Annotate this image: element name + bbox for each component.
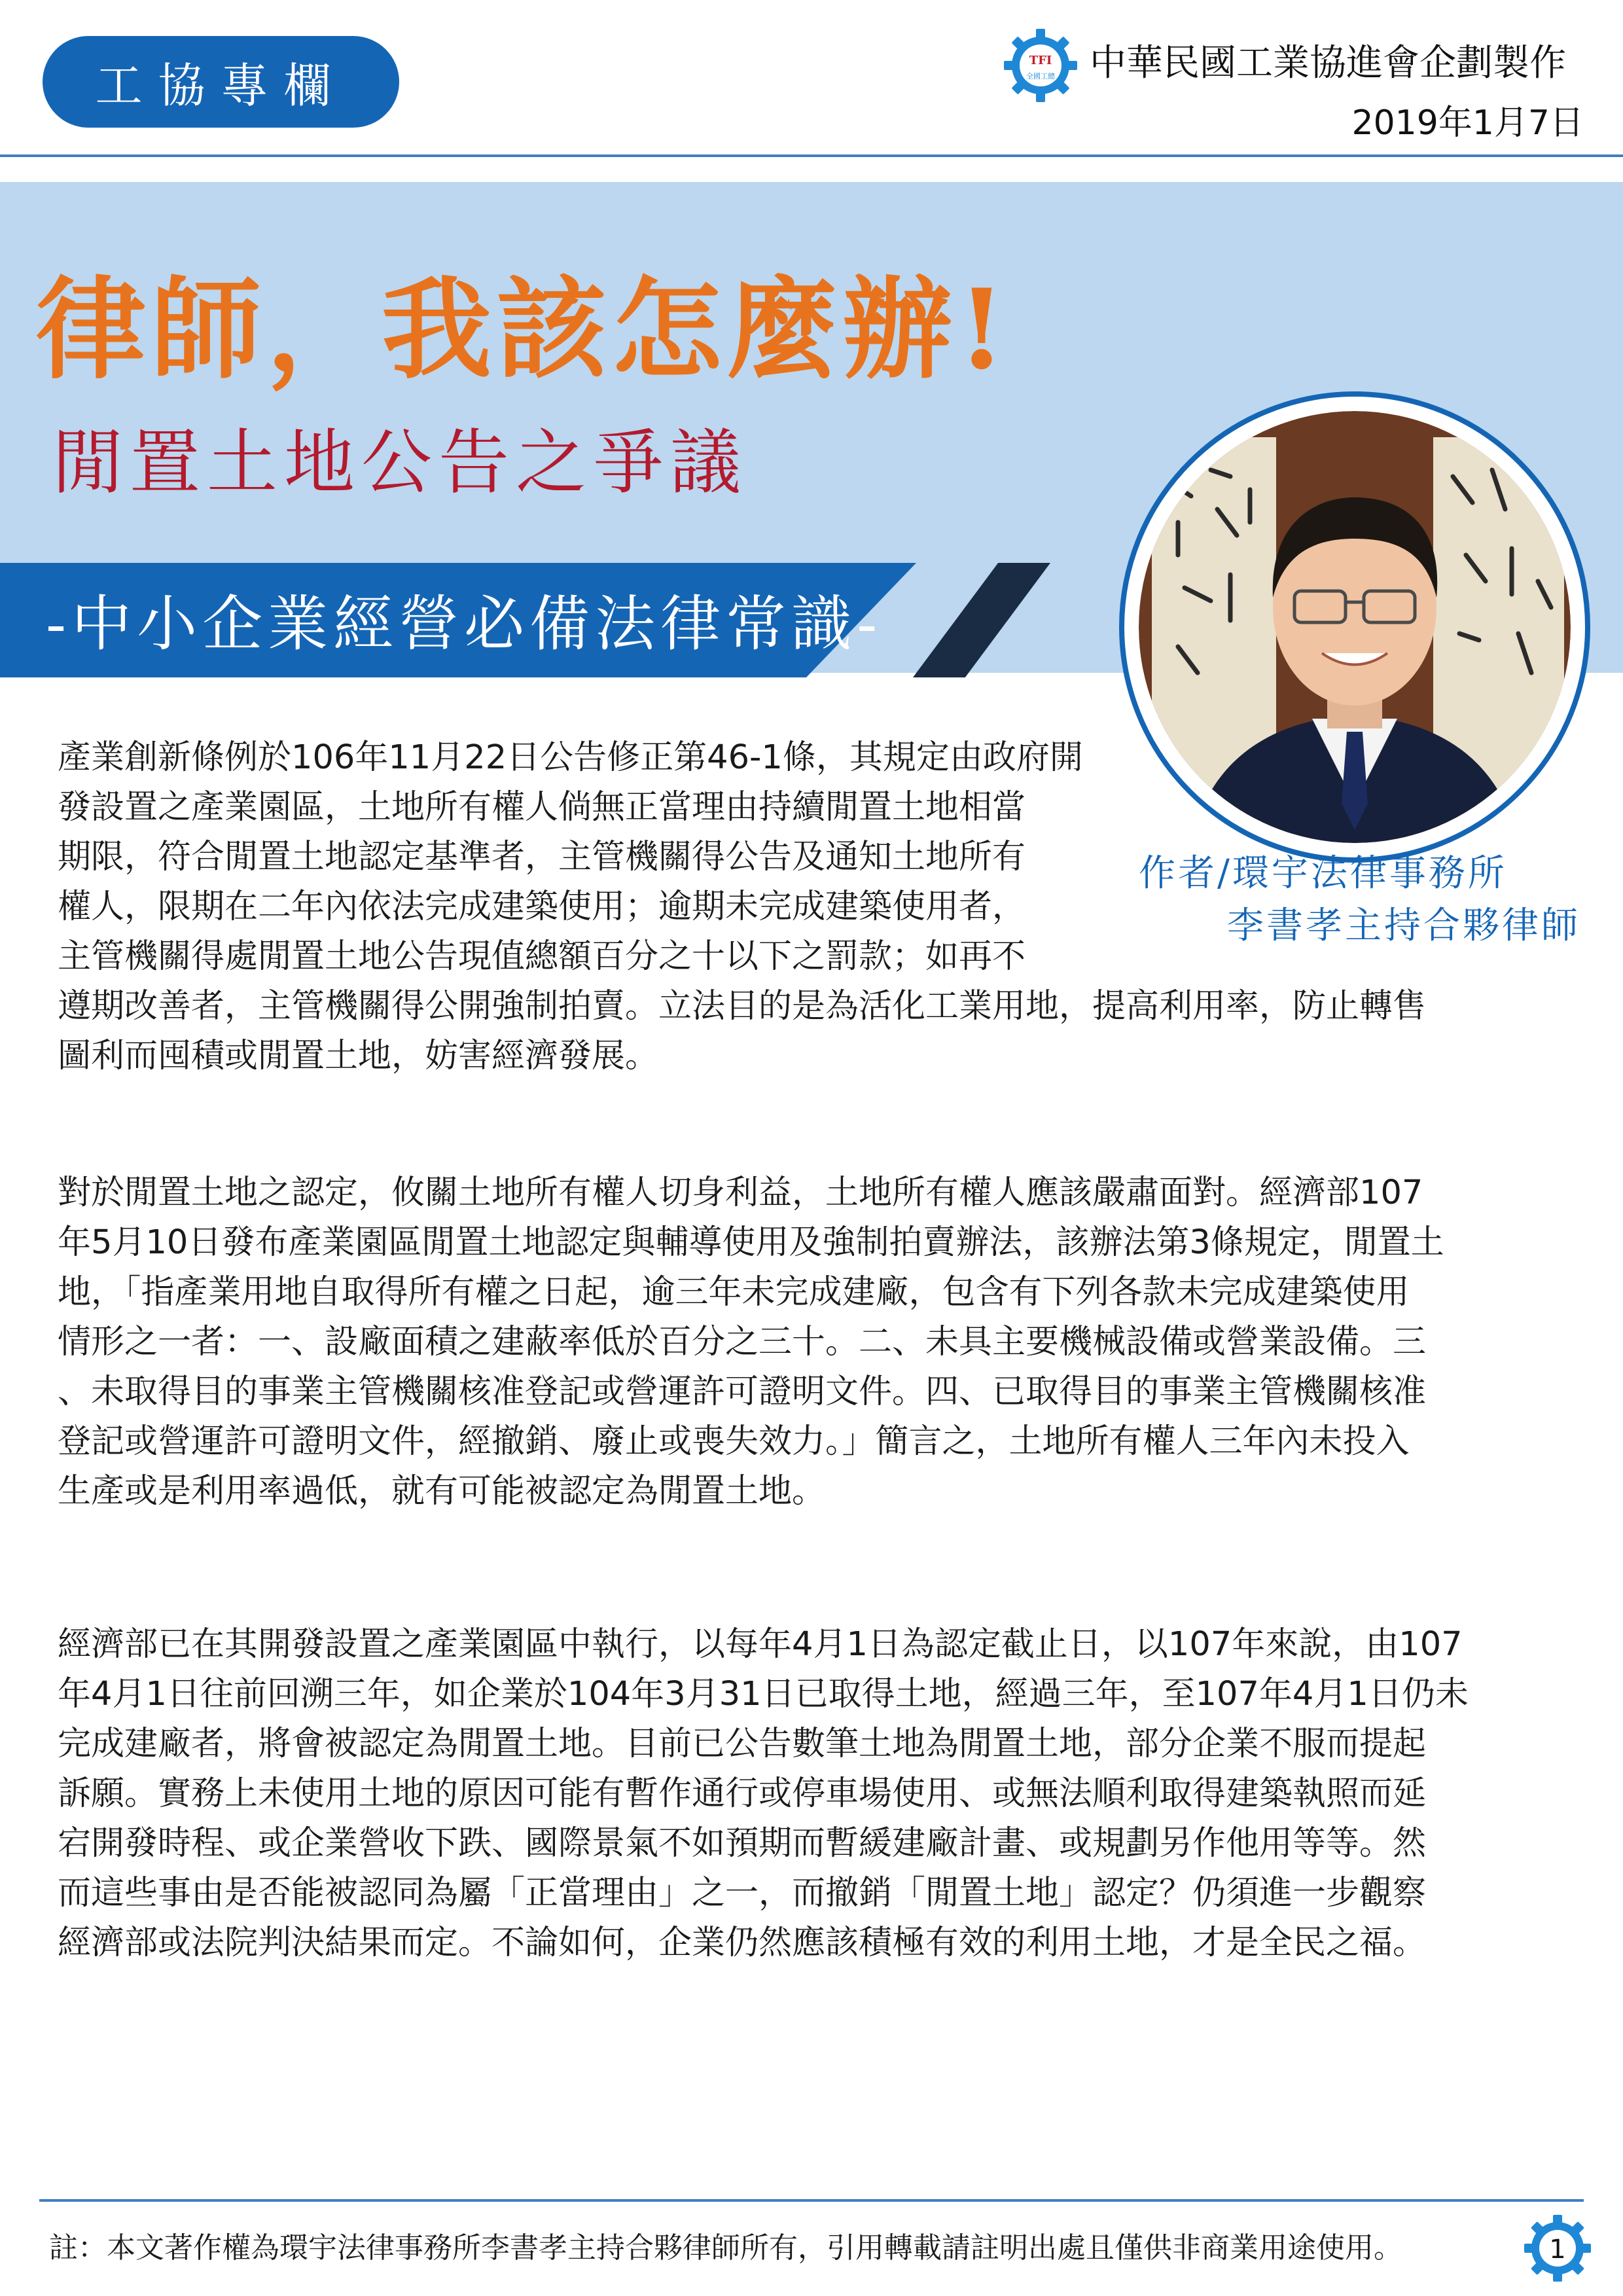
banner-text: -中小企業經營必備法律常識- bbox=[46, 589, 883, 659]
body-paragraph-2 bbox=[58, 1168, 1517, 1516]
logo-text: TFI bbox=[1029, 54, 1052, 67]
page-number: 1 bbox=[1549, 2234, 1566, 2265]
org-gear-logo bbox=[1001, 26, 1080, 105]
publish-date: 2019年1月7日 bbox=[1351, 103, 1584, 143]
paragraph-line: 而這些事由是否能被認同為屬「正當理由」之一，而撤銷「閒置土地」認定？仍須進一步觀察 bbox=[58, 1874, 1427, 1912]
copyright-note: 註：本文著作權為環宇法律事務所李書孝主持合夥律師所有，引用轉載請註明出處且僅供非商業用途使用。 bbox=[49, 2231, 1402, 2265]
main-title: 律師，我該怎麼辦! bbox=[36, 264, 1011, 394]
body-paragraph-1 bbox=[58, 733, 1517, 1081]
paragraph-line: 經濟部或法院判決結果而定。不論如何，企業仍然應該積極有效的利用土地，才是全民之福。 bbox=[58, 1924, 1427, 1962]
sub-title: 閒置土地公告之爭議 bbox=[52, 422, 748, 504]
footer-divider bbox=[39, 2199, 1584, 2202]
paragraph-line: 權人，限期在二年內依法完成建築使用；逾期未完成建築使用者， bbox=[58, 888, 1026, 926]
paragraph-line: 、未取得目的事業主管機關核准登記或營運許可證明文件。四、已取得目的事業主管機關核准 bbox=[58, 1372, 1427, 1411]
paragraph-line: 地，「指產業用地自取得所有權之日起，逾三年未完成建廠，包含有下列各款未完成建築使用 bbox=[58, 1273, 1410, 1312]
paragraph-line: 經濟部已在其開發設置之產業園區中執行，以每年4月1日為認定截止日，以107年來說，由107 bbox=[58, 1625, 1463, 1664]
paragraph-line: 年4月1日往前回溯三年，如企業於104年3月31日已取得土地，經過三年，至107年4月1日仍未 bbox=[58, 1675, 1469, 1713]
page-number-gear-icon bbox=[1522, 2212, 1594, 2284]
paragraph-line: 期限，符合閒置土地認定基準者，主管機關得公告及通知土地所有 bbox=[58, 838, 1026, 876]
body-paragraph-3 bbox=[58, 1620, 1517, 1968]
paragraph-line: 訴願。實務上未使用土地的原因可能有暫作通行或停車場使用、或無法順利取得建築執照而延 bbox=[58, 1774, 1427, 1813]
logo-subtext: 全國工總 bbox=[1026, 72, 1055, 81]
paragraph-line: 宕開發時程、或企業營收下跌、國際景氣不如預期而暫緩建廠計畫、或規劃另作他用等等。然 bbox=[58, 1824, 1427, 1863]
paragraph-line: 情形之一者：一、設廠面積之建蔽率低於百分之三十。二、未具主要機械設備或營業設備。三 bbox=[58, 1323, 1427, 1361]
author-affiliation: 作者/環宇法律事務所 bbox=[1139, 852, 1507, 895]
paragraph-line: 生產或是利用率過低，就有可能被認定為閒置土地。 bbox=[58, 1472, 826, 1511]
paragraph-line: 圖利而囤積或閒置土地，妨害經濟發展。 bbox=[58, 1037, 659, 1075]
paragraph-line: 登記或營運許可證明文件，經撤銷、廢止或喪失效力。」簡言之，土地所有權人三年內未投入 bbox=[58, 1422, 1410, 1461]
author-name: 李書孝主持合夥律師 bbox=[1227, 905, 1580, 947]
paragraph-line: 發設置之產業園區，土地所有權人倘無正當理由持續閒置土地相當 bbox=[58, 788, 1026, 827]
column-badge: 工協專欄 bbox=[43, 36, 399, 128]
paragraph-line: 產業創新條例於106年11月22日公告修正第46-1條，其規定由政府開 bbox=[58, 738, 1083, 777]
paragraph-line: 遵期改善者，主管機關得公開強制拍賣。立法目的是為活化工業用地，提高利用率，防止轉售 bbox=[58, 987, 1427, 1026]
header-divider bbox=[0, 154, 1623, 157]
paragraph-line: 主管機關得處閒置土地公告現值總額百分之十以下之罰款；如再不 bbox=[58, 937, 1026, 976]
paragraph-line: 年5月10日發布產業園區閒置土地認定與輔導使用及強制拍賣辦法，該辦法第3條規定，閒置土 bbox=[58, 1223, 1444, 1262]
paragraph-line: 對於閒置土地之認定，攸關土地所有權人切身利益，土地所有權人應該嚴肅面對。經濟部107 bbox=[58, 1174, 1423, 1212]
org-name: 中華民國工業協進會企劃製作 bbox=[1090, 42, 1566, 84]
paragraph-line: 完成建廠者，將會被認定為閒置土地。目前已公告數筆土地為閒置土地，部分企業不服而提起 bbox=[58, 1725, 1427, 1763]
